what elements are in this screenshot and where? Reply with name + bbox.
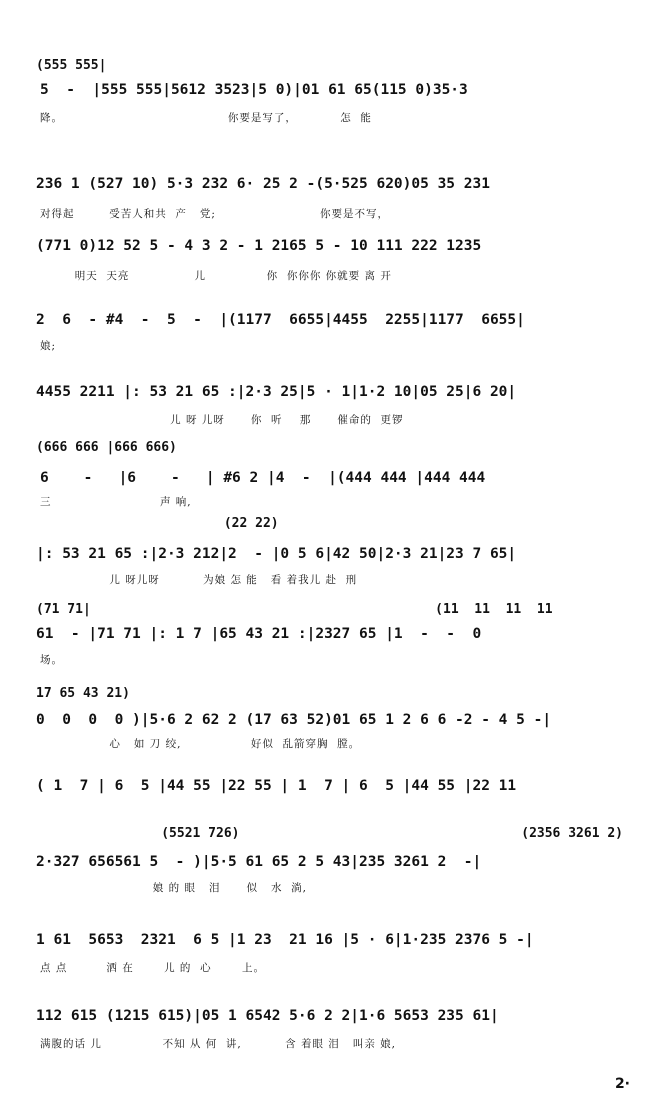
lyrics-line: 满腹的话 儿 不知 从 何 讲, 含 着眼 泪 叫亲 娘, [40,1038,396,1050]
accompaniment-line: (22 22) [36,516,279,531]
melody-line: 5 - |555 555|5612 3523|5 0)|01 61 65(115 0)35·3 [40,82,468,98]
lyrics-line: 儿 呀 儿呀 你 听 那 催命的 更锣 [40,414,404,426]
melody-line: 2·327 656561 5 - )|5·5 61 65 2 5 43|235 3261 2 -| [36,854,482,870]
melody-line: 61 - |71 71 |: 1 7 |65 43 21 :|2327 65 |1 - - 0 [36,626,482,642]
melody-line: 0 0 0 0 )|5·6 2 62 2 (17 63 52)01 65 1 2 6 6 -2 - 4 5 -| [36,712,552,728]
lyrics-line: 场。 [40,654,63,666]
page-number: 2· [614,1076,630,1092]
melody-line: 6 - |6 - | #6 2 |4 - |(444 444 |444 444 [40,470,486,486]
lyrics-line: 对得起 受苦人和共 产 党; 你要是不写， [40,208,390,220]
accompaniment-line: (555 555| [36,58,107,73]
melody-line: 236 1 (527 10) 5·3 232 6· 25 2 -(5·525 620)05 35 231 [36,176,490,192]
lyrics-line: 儿 呀儿呀 为娘 怎 能 看 着我儿 赴 刑 [40,574,358,586]
lyrics-line: 降。 你要是写了， 怎 能 [40,112,372,124]
lyrics-line: 明天 天亮 儿 你 你你你 你就要 离 开 [40,270,392,282]
melody-line: 1 61 5653 2321 6 5 |1 23 21 16 |5 · 6|1·235 2376 5 -| [36,932,534,948]
lyrics-line: 三 声 响, [40,496,192,508]
accompaniment-line: (666 666 |666 666) [36,440,177,455]
melody-line: 4455 2211 |: 53 21 65 :|2·3 25|5 · 1|1·2 10|05 25|6 20| [36,384,517,400]
accompaniment-line: 17 65 43 21) [36,686,130,701]
lyrics-line: 娘 的 眼 泪 似 水 淌, [40,882,308,894]
lyrics-line: 点 点 洒 在 儿 的 心 上。 [40,962,265,974]
accompaniment-line: (71 71| (11 11 11 11 [36,602,553,617]
melody-line: 2 6 - #4 - 5 - |(1177 6655|4455 2255|1177 6655| [36,312,525,328]
lyrics-line: 娘; [40,340,57,352]
melody-line: (771 0)12 52 5 - 4 3 2 - 1 2165 5 - 10 111 222 1235 [36,238,482,254]
melody-line: |: 53 21 65 :|2·3 212|2 - |0 5 6|42 50|2·3 21|23 7 65| [36,546,517,562]
melody-line: ( 1 7 | 6 5 |44 55 |22 55 | 1 7 | 6 5 |44 55 |22 11 [36,778,517,794]
accompaniment-line: (5521 726) (2356 3261 2) [36,826,623,841]
lyrics-line: 心 如 刀 绞, 好似 乱箭穿胸 膛。 [40,738,361,750]
melody-line: 112 615 (1215 615)|05 1 6542 5·6 2 2|1·6 5653 235 61| [36,1008,499,1024]
